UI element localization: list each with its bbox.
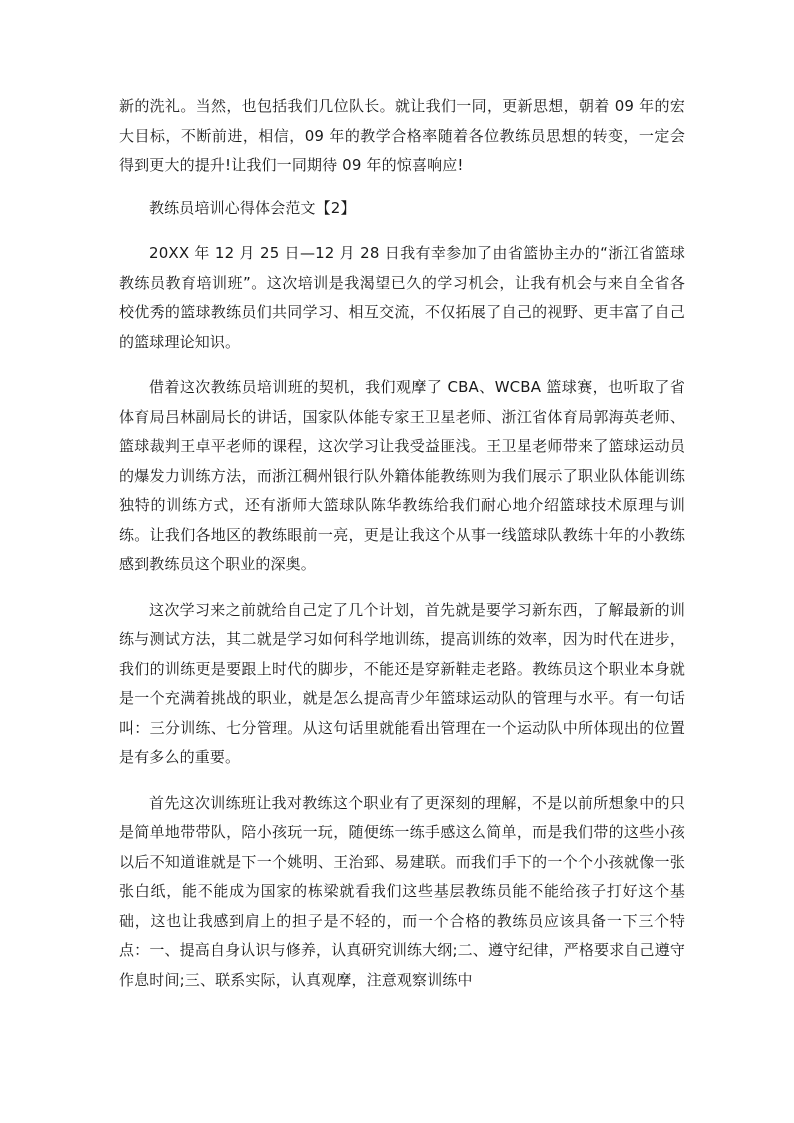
paragraph-understanding: 首先这次训练班让我对教练这个职业有了更深刻的理解，不是以前所想象中的只是简单地带带队，陪小孩玩一玩，随便练一练手感这么简单，而是我们带的这些小孩以后不知道谁就是下一个姚明、王治郅、易建联。而我们手下的一个个小孩就像一张张白纸，能不能成为国家的栋梁就看我们这些基层教练员能不能给孩子打好这个基础，这也让我感到肩上的担子是不轻的，而一个合格的教练员应该具备一下三个特点：一、提高自身认识与修养，认真研究训练大纲;二、遵守纪律，严格要求自己遵守作息时间;三、联系实际，认真观摩，注意观察训练中 (119, 793, 685, 989)
paragraph-continuation: 新的洗礼。当然，也包括我们几位队长。就让我们一同，更新思想，朝着 09 年的宏大目标，不断前进，相信，09 年的教学合格率随着各位教练员思想的转变，一定会得到更大的提升!让我们一同期待 09 年的惊喜响应! (119, 97, 685, 174)
section-heading: 教练员培训心得体会范文【2】 (149, 198, 356, 217)
document-page (119, 92, 685, 995)
paragraph-plans: 这次学习来之前就给自己定了几个计划，首先就是要学习新东西，了解最新的训练与测试方法，其二就是学习如何科学地训练，提高训练的效率，因为时代在进步，我们的训练更是要跟上时代的脚步，不能还是穿新鞋走老路。教练员这个职业本身就是一个充满着挑战的职业，就是怎么提高青少年篮球运动队的管理与水平。有一句话叫：三分训练、七分管理。从这句话里就能看出管理在一个运动队中所体现出的位置是有多么的重要。 (119, 600, 685, 766)
paragraph-training-content: 借着这次教练员培训班的契机，我们观摩了 CBA、WCBA 篮球赛，也听取了省体育局吕林副局长的讲话，国家队体能专家王卫星老师、浙江省体育局郭海英老师、篮球裁判王卓平老师的课程，这次学习让我受益匪浅。王卫星老师带来了篮球运动员的爆发力训练方法，而浙江稠州银行队外籍体能教练则为我们展示了职业队体能训练独特的训练方式，还有浙师大篮球队陈华教练给我们耐心地介绍篮球技术原理与训练。让我们各地区的教练眼前一亮，更是让我这个从事一线篮球队教练十年的小教练感到教练员这个职业的深奥。 (119, 378, 685, 573)
paragraph-intro: 20XX 年 12 月 25 日—12 月 28 日我有幸参加了由省篮协主办的“浙江省篮球教练员教育培训班”。这次培训是我渴望已久的学习机会，让我有机会与来自全省各校优秀的篮球教练员们共同学习、相互交流，不仅拓展了自己的视野、更丰富了自己的篮球理论知识。 (119, 244, 685, 351)
